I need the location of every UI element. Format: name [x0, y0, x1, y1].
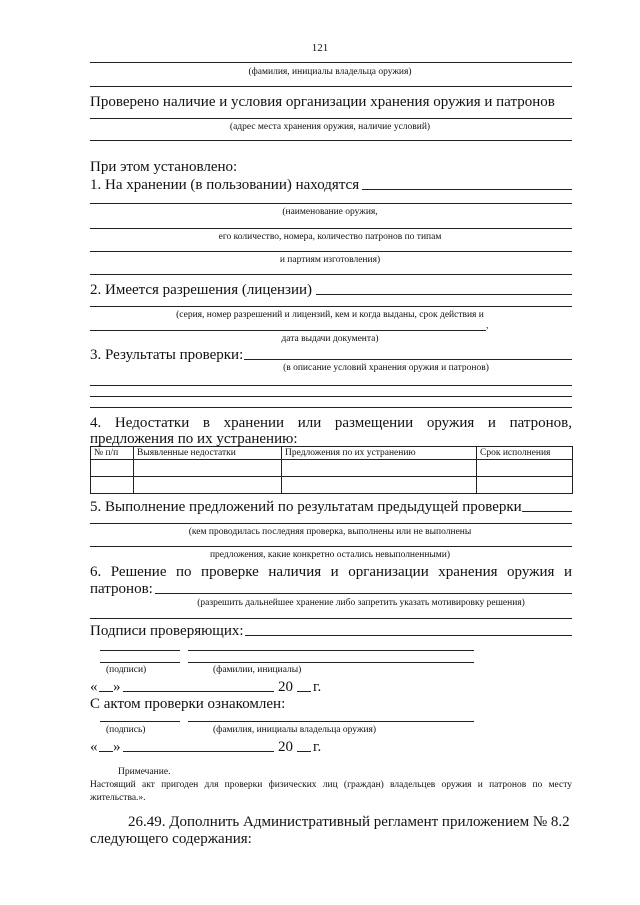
item4-line2: предложения по их устранению: — [90, 431, 298, 447]
date-year: 20 — [278, 679, 293, 695]
owner-caption: (фамилия, инициалы владельца оружия) — [248, 67, 412, 77]
item5-text: 5. Выполнение предложений по результатам предыдущей проверки — [90, 499, 522, 515]
item5-caption-1: (кем проводилась последняя проверка, выполнены или не выполнены — [188, 527, 472, 537]
item1-text: 1. На хранении (в пользовании) находятся — [90, 177, 360, 193]
name-line — [188, 650, 474, 651]
acquainted-heading: С актом проверки ознакомлен: — [90, 696, 286, 712]
signatures-heading: Подписи проверяющих: — [90, 623, 244, 639]
owner-line — [90, 62, 572, 63]
date-year-line — [297, 751, 311, 752]
item1-line — [90, 274, 572, 275]
col-header-deficiencies: Выявленные недостатки — [134, 447, 282, 460]
date-close-quote: » — [113, 739, 121, 755]
date-month-line — [123, 691, 274, 692]
rule — [90, 86, 572, 87]
final-line2: следующего содержания: — [90, 831, 252, 847]
table-cell — [282, 460, 477, 477]
signatures-caption-names: (фамилии, инициалы) — [213, 665, 302, 675]
col-header-deadline: Срок исполнения — [477, 447, 573, 460]
address-caption: (адрес места хранения оружия, наличие условий) — [229, 122, 431, 132]
table-cell — [477, 460, 573, 477]
note-body: Настоящий акт пригоден для проверки физических лиц (граждан) владельцев оружия и патронов по месту жительства.». — [90, 780, 572, 803]
date-close-quote: » — [113, 679, 121, 695]
item2-line — [90, 306, 572, 307]
item2-text: 2. Имеется разрешения (лицензии) — [90, 282, 313, 298]
item2-caption-1: (серия, номер разрешений и лицензий, кем и когда выданы, срок действия и — [176, 310, 484, 320]
signature-line — [100, 721, 180, 722]
signature-line — [100, 662, 180, 663]
item3-fill — [244, 359, 572, 360]
table-row — [91, 477, 573, 494]
item1-caption-2: его количество, номера, количество патронов по типам — [218, 232, 442, 242]
item6-line2: патронов: — [90, 581, 153, 597]
table-cell — [91, 460, 134, 477]
item5-line — [90, 523, 572, 524]
signatures-fill — [245, 635, 572, 636]
item2-comma: , — [486, 321, 489, 331]
item6-line — [90, 618, 572, 619]
item6-caption: (разрешить дальнейшее хранение либо запретить указать мотивировку решения) — [197, 598, 525, 608]
item1-fill — [362, 189, 572, 190]
checked-line: Проверено наличие и условия организации хранения оружия и патронов — [90, 94, 555, 110]
item3-caption: (в описание условий хранения оружия и патронов) — [283, 363, 489, 373]
table-cell — [282, 477, 477, 494]
item4-line1: 4. Недостатки в хранении или размещении оружия и патронов, — [90, 415, 572, 431]
acquainted-caption-sign: (подпись) — [106, 725, 146, 735]
item2-caption-2: дата выдачи документа) — [281, 334, 379, 344]
table-row — [91, 460, 573, 477]
item3-line — [90, 396, 572, 397]
item5-line — [90, 546, 572, 547]
acquainted-caption-name: (фамилия, инициалы владельца оружия) — [213, 725, 377, 735]
deficiencies-table — [90, 446, 573, 494]
address-line — [90, 118, 572, 119]
table-cell — [91, 477, 134, 494]
final-line1: 26.49. Дополнить Административный регламент приложением № 8.2 — [128, 814, 570, 830]
item3-line — [90, 407, 572, 408]
signatures-caption-signs: (подписи) — [106, 665, 147, 675]
item6-line1: 6. Решение по проверке наличия и организации хранения оружия и — [90, 564, 572, 580]
date-year-suffix: г. — [313, 679, 322, 695]
note-title: Примечание. — [118, 767, 171, 777]
item1-caption-1: (наименование оружия, — [282, 207, 378, 217]
item2-line — [90, 330, 486, 331]
item1-line — [90, 251, 572, 252]
item1-caption-3: и партиям изготовления) — [279, 255, 381, 265]
page-number: 121 — [311, 42, 329, 54]
date-open-quote: « — [90, 679, 98, 695]
table-cell — [134, 477, 282, 494]
item3-line — [90, 385, 572, 386]
item3-text: 3. Результаты проверки: — [90, 347, 244, 363]
item5-caption-2: предложения, какие конкретно остались невыполненными) — [209, 550, 451, 560]
col-header-proposals: Предложения по их устранению — [282, 447, 477, 460]
table-cell — [134, 460, 282, 477]
table-header-row — [91, 447, 573, 460]
date-day-line — [99, 691, 113, 692]
date-year: 20 — [278, 739, 293, 755]
name-line — [188, 721, 474, 722]
date-month-line — [123, 751, 274, 752]
date-year-suffix: г. — [313, 739, 322, 755]
date-day-line — [99, 751, 113, 752]
item1-line — [90, 203, 572, 204]
rule — [90, 140, 572, 141]
item6-fill — [155, 593, 572, 594]
name-line — [188, 662, 474, 663]
date-open-quote: « — [90, 739, 98, 755]
item2-fill — [316, 294, 572, 295]
col-header-number: № п/п — [91, 447, 134, 460]
table-cell — [477, 477, 573, 494]
date-year-line — [297, 691, 311, 692]
item1-line — [90, 228, 572, 229]
signature-line — [100, 650, 180, 651]
item5-fill — [522, 511, 572, 512]
established-heading: При этом установлено: — [90, 159, 238, 175]
